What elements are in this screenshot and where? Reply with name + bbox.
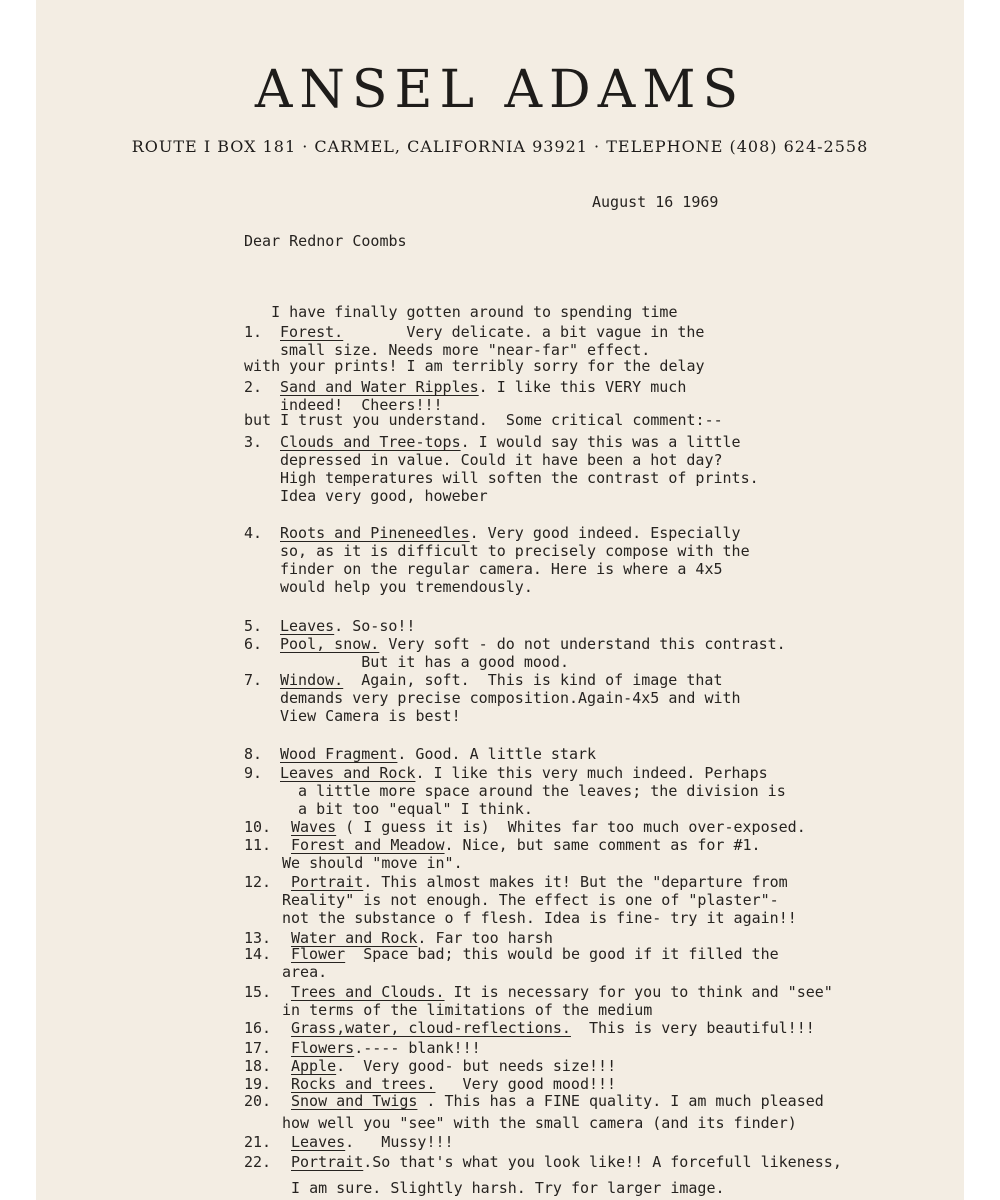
- item-comment-continued: View Camera is best!: [280, 707, 461, 725]
- item-title: Wood Fragment: [280, 745, 398, 763]
- item-title: Portrait: [291, 873, 364, 891]
- intro-line: but I trust you understand. Some critical comment:--: [244, 411, 723, 429]
- item-number: 15.: [244, 983, 272, 1001]
- item-title: Waves: [291, 818, 337, 836]
- item-comment: . Very good- but needs size!!!: [336, 1057, 617, 1075]
- item-comment: . I like this VERY much: [478, 378, 687, 396]
- item-number: 14.: [244, 945, 272, 963]
- item-comment: Very soft - do not understand this contrast.: [379, 635, 786, 653]
- item-comment: . Very good indeed. Especially: [469, 524, 741, 542]
- item-comment-continued: But it has a good mood.: [280, 653, 569, 671]
- item-title: Flower: [291, 945, 346, 963]
- item-comment-continued: a bit too "equal" I think.: [280, 800, 533, 818]
- letterhead-name: ANSEL ADAMS: [254, 60, 746, 120]
- item-title: Grass,water, cloud-reflections.: [291, 1019, 571, 1037]
- item-title: Forest.: [280, 323, 344, 341]
- item-number: 16.: [244, 1019, 272, 1037]
- item-comment: .So that's what you look like!! A forcefull likeness,: [363, 1153, 842, 1171]
- item-title: Leaves: [280, 617, 335, 635]
- item-comment: . Good. A little stark: [397, 745, 597, 763]
- item-comment: Very good mood!!!: [435, 1075, 617, 1093]
- item-comment-continued: indeed! Cheers!!!: [280, 396, 443, 414]
- item-comment-continued: so, as it is difficult to precisely compose with the: [280, 542, 750, 560]
- item-comment: . I would say this was a little: [460, 433, 741, 451]
- item-number: 22.: [244, 1153, 272, 1171]
- item-number: 13.: [244, 929, 272, 947]
- letter-date: August 16 1969: [592, 193, 719, 211]
- item-title: Forest and Meadow: [291, 836, 445, 854]
- item-title: Sand and Water Ripples: [280, 378, 479, 396]
- item-title: Pool, snow.: [280, 635, 380, 653]
- item-comment-continued: in terms of the limitations of the medium: [282, 1001, 653, 1019]
- item-title: Water and Rock: [291, 929, 418, 947]
- item-number: 9.: [244, 764, 263, 782]
- item-number: 2.: [244, 378, 263, 396]
- item-number: 18.: [244, 1057, 272, 1075]
- item-comment-continued: depressed in value. Could it have been a hot day?: [280, 451, 723, 469]
- item-number: 4.: [244, 524, 263, 542]
- item-comment-continued: High temperatures will soften the contrast of prints.: [280, 469, 759, 487]
- intro-line: with your prints! I am terribly sorry for the delay: [244, 357, 705, 375]
- item-comment: .---- blank!!!: [354, 1039, 481, 1057]
- item-number: 1.: [244, 323, 263, 341]
- item-number: 11.: [244, 836, 272, 854]
- intro-line: I have finally gotten around to spending time: [244, 303, 678, 321]
- item-number: 17.: [244, 1039, 272, 1057]
- item-comment: Space bad; this would be good if it filled the: [345, 945, 779, 963]
- item-comment: . This almost makes it! But the "departure from: [363, 873, 788, 891]
- item-comment: . So-so!!: [334, 617, 416, 635]
- item-number: 21.: [244, 1133, 272, 1151]
- item-number: 10.: [244, 818, 272, 836]
- item-title: Leaves and Rock: [280, 764, 416, 782]
- item-comment-continued: Reality" is not enough. The effect is one of "plaster"-: [282, 891, 779, 909]
- item-comment-continued: We should "move in".: [282, 854, 463, 872]
- item-comment: . I like this very much indeed. Perhaps: [415, 764, 768, 782]
- item-comment: . Far too harsh: [417, 929, 553, 947]
- letterhead-address: ROUTE I BOX 181 · CARMEL, CALIFORNIA 93921 · TELEPHONE (408) 624-2558: [131, 137, 869, 156]
- item-title: Leaves: [291, 1133, 346, 1151]
- item-comment-continued: a little more space around the leaves; the division is: [280, 782, 786, 800]
- item-comment-continued: small size. Needs more "near-far" effect.: [280, 341, 651, 359]
- item-number: 6.: [244, 635, 263, 653]
- item-comment-continued: I am sure. Slightly harsh. Try for larger image.: [282, 1179, 725, 1197]
- item-number: 20.: [244, 1092, 272, 1110]
- item-number: 3.: [244, 433, 263, 451]
- letter-salutation: Dear Rednor Coombs: [244, 232, 407, 250]
- item-number: 12.: [244, 873, 272, 891]
- item-comment: Very delicate. a bit vague in the: [343, 323, 705, 341]
- item-number: 19.: [244, 1075, 272, 1093]
- item-comment-continued: would help you tremendously.: [280, 578, 533, 596]
- item-title: Trees and Clouds.: [291, 983, 445, 1001]
- item-comment-continued: not the substance o f flesh. Idea is fine- try it again!!: [282, 909, 797, 927]
- item-comment: . Mussy!!!: [345, 1133, 454, 1151]
- item-comment-continued: how well you "see" with the small camera (and its finder): [282, 1114, 797, 1132]
- item-number: 8.: [244, 745, 263, 763]
- item-title: Clouds and Tree-tops: [280, 433, 461, 451]
- item-comment: ( I guess it is) Whites far too much over-exposed.: [336, 818, 806, 836]
- item-comment-continued: Idea very good, howeber: [280, 487, 488, 505]
- item-title: Apple: [291, 1057, 337, 1075]
- item-comment-continued: demands very precise composition.Again-4x5 and with: [280, 689, 741, 707]
- item-title: Portrait: [291, 1153, 364, 1171]
- item-title: Window.: [280, 671, 344, 689]
- item-number: 7.: [244, 671, 263, 689]
- item-title: Snow and Twigs: [291, 1092, 418, 1110]
- item-number: 5.: [244, 617, 263, 635]
- item-comment-continued: finder on the regular camera. Here is where a 4x5: [280, 560, 723, 578]
- item-comment: . Nice, but same comment as for #1.: [444, 836, 761, 854]
- item-comment-continued: area.: [282, 963, 328, 981]
- item-comment: It is necessary for you to think and "see": [444, 983, 833, 1001]
- item-title: Roots and Pineneedles: [280, 524, 470, 542]
- item-title: Rocks and trees.: [291, 1075, 436, 1093]
- item-title: Flowers: [291, 1039, 355, 1057]
- item-comment: . This has a FINE quality. I am much pleased: [417, 1092, 824, 1110]
- item-comment: This is very beautiful!!!: [570, 1019, 815, 1037]
- item-comment: Again, soft. This is kind of image that: [343, 671, 723, 689]
